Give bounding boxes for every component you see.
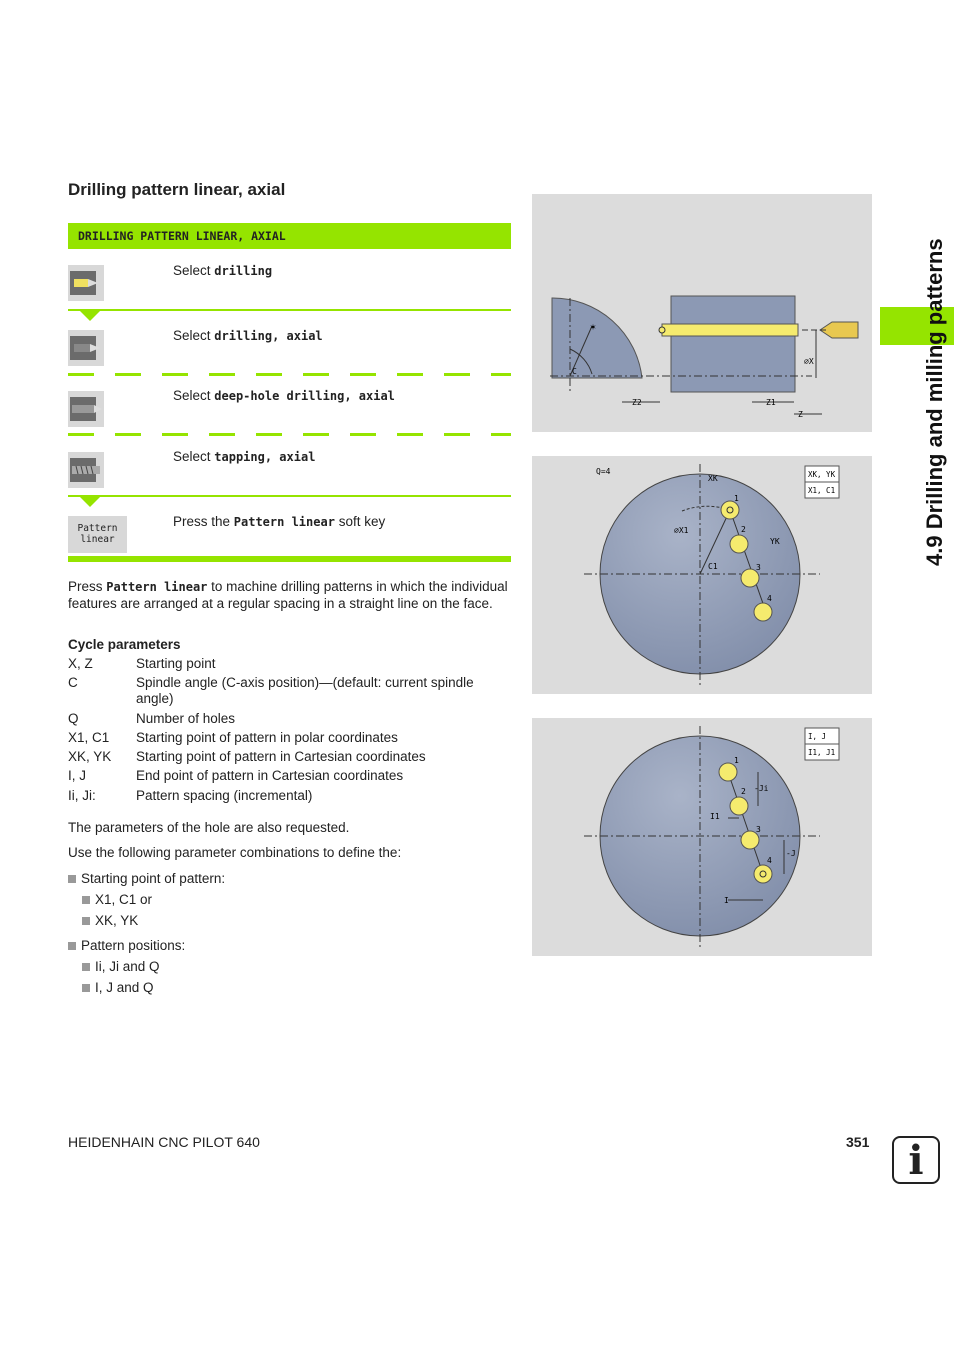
chapter-title: 4.9 Drilling and milling patterns <box>922 238 947 566</box>
intro-paragraph: Press Pattern linear to machine drilling patterns in which the individual features are arranged at a regular spacing in a straight line on the face. <box>68 579 508 611</box>
menu-footer-bar <box>68 556 511 562</box>
figure1-label-x: ⌀X <box>804 357 814 366</box>
axial-drill-icon[interactable] <box>68 330 104 366</box>
menu-header-label: DRILLING PATTERN LINEAR, AXIAL <box>78 229 286 243</box>
figure2-legend-2: X1, C1 <box>808 486 836 495</box>
section-title: Drilling pattern linear, axial <box>68 180 286 199</box>
pattern-linear-softkey[interactable] <box>68 516 127 553</box>
step-3-text: Select deep-hole drilling, axial <box>173 388 395 403</box>
figure2-label-c1: C1 <box>708 562 718 571</box>
figure1-label-z1: Z1 <box>766 398 776 407</box>
step-divider <box>68 309 511 311</box>
tapping-icon[interactable] <box>68 452 104 488</box>
figure1-label-z: Z <box>798 410 803 419</box>
alternative-divider <box>68 433 511 436</box>
list-item: XK, YK <box>82 913 138 928</box>
figure1-label-c: C <box>572 367 577 376</box>
hole-number: 4 <box>767 856 772 865</box>
drill-icon[interactable] <box>68 265 104 301</box>
figure3-label-i: I <box>724 896 729 905</box>
list-item: Starting point of pattern: <box>68 871 225 886</box>
list-item: X1, C1 or <box>82 892 152 907</box>
step-arrow <box>80 311 100 321</box>
figure2-legend-1: XK, YK <box>808 470 836 479</box>
list-item: Ii, Ji and Q <box>82 959 160 974</box>
step-arrow <box>80 497 100 507</box>
step-1-text: Select drilling <box>173 263 273 278</box>
hole-number: 3 <box>756 825 761 834</box>
alternative-divider <box>68 373 511 376</box>
figure2-label-x1: ⌀X1 <box>674 526 689 535</box>
figure3-legend-2: I1, J1 <box>808 748 836 757</box>
figure2-label-yk: YK <box>770 537 780 546</box>
figure-pattern-start <box>532 456 872 694</box>
list-item: Pattern positions: <box>68 938 185 953</box>
figure3-legend-1: I, J <box>808 732 827 741</box>
step-4-text: Select tapping, axial <box>173 449 316 464</box>
hole-number: 2 <box>741 787 746 796</box>
figure3-label-j: -J <box>786 849 796 858</box>
step-divider <box>68 495 511 497</box>
info-icon: i <box>892 1136 940 1184</box>
svg-text:✶: ✶ <box>590 322 597 333</box>
figure3-label-ji: -Ji <box>754 784 769 793</box>
note-paragraph: The parameters of the hole are also requested. <box>68 820 350 835</box>
hole-number: 3 <box>756 563 761 572</box>
note-paragraph: Use the following parameter combinations to define the: <box>68 845 402 860</box>
footer-title: HEIDENHAIN CNC PILOT 640 <box>68 1134 260 1150</box>
cycle-params-heading: Cycle parameters <box>68 637 181 652</box>
step-5-text: Press the Pattern linear soft key <box>173 514 386 529</box>
figure2-label-q: Q=4 <box>596 467 611 476</box>
hole-number: 2 <box>741 525 746 534</box>
figure-side-view <box>532 194 872 432</box>
hole-number: 1 <box>734 756 739 765</box>
deep-hole-drill-icon[interactable] <box>68 391 104 427</box>
hole-number: 4 <box>767 594 772 603</box>
step-2-text: Select drilling, axial <box>173 328 323 343</box>
list-item: I, J and Q <box>82 980 154 995</box>
page-number: 351 <box>846 1134 870 1150</box>
figure1-label-z2: Z2 <box>632 398 642 407</box>
softkey-label-line-1: Pattern <box>77 523 118 534</box>
hole-number: 1 <box>734 494 739 503</box>
figure-pattern-spacing <box>532 718 872 956</box>
softkey-label-line-2: linear <box>80 534 115 545</box>
menu-header-bar <box>68 223 511 249</box>
figure2-label-xk: XK <box>708 474 718 483</box>
figure3-label-i1: I1 <box>710 812 720 821</box>
